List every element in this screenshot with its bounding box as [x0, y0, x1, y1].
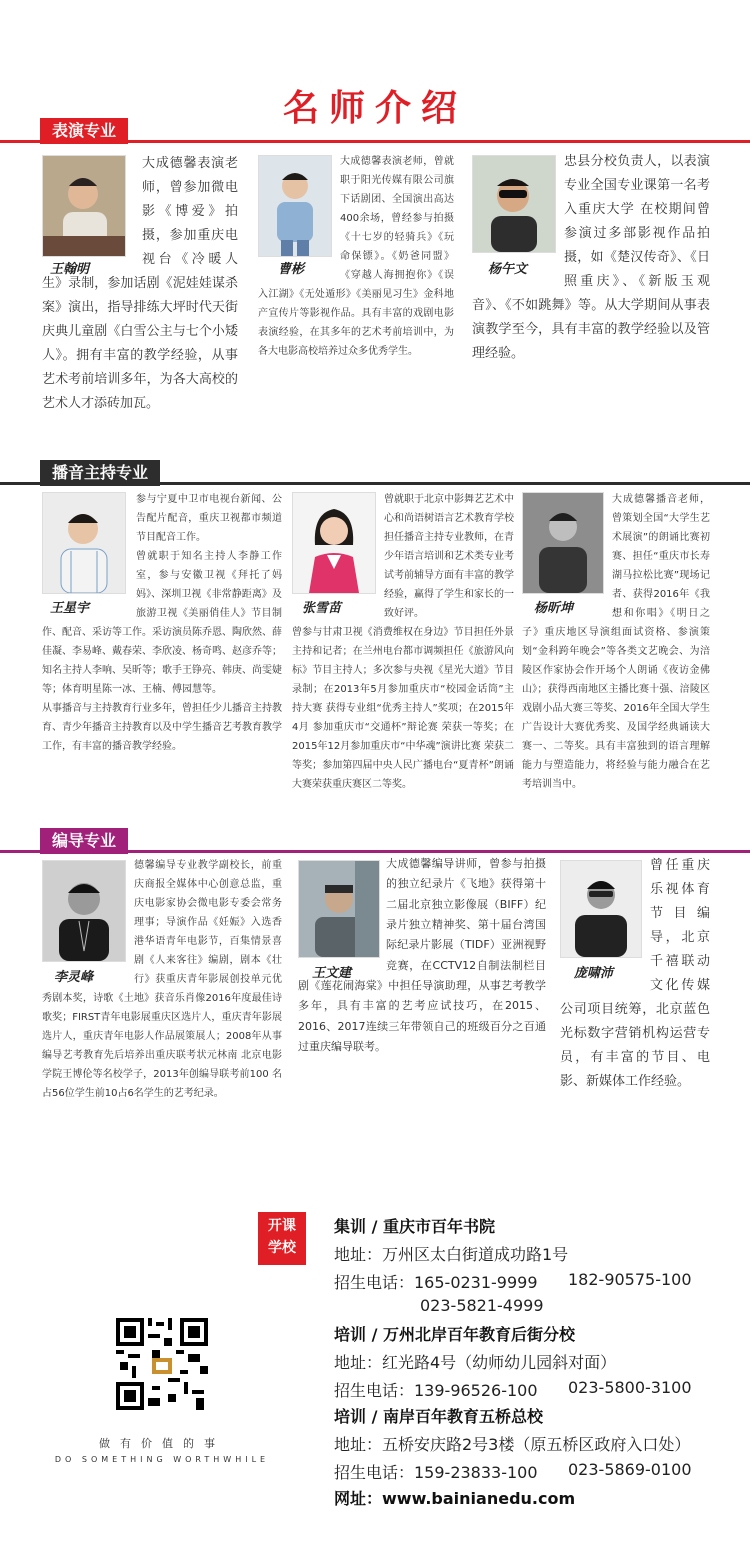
teacher-name: 杨午文 [488, 262, 528, 277]
teacher-bio: 参与宁夏中卫市电视台新闻、公告配片配音，重庆卫视都市频道节目配音工作。 曾就职于知名主持人李静工作室，参与安徽卫视《拜托了妈妈》、深圳卫视《非常静距离》及旅游卫视《美丽俏佳人》节目制作、配音、采访等工作。采访演员陈乔恩、陶欣然、薛佳凝、李易峰、戴春荣、李欣凌、杨奇鸣、赵彦乔等；知名主持人李响、吴昕等；歌手王铮亮、韩庚、尚雯婕等；体育明星陈一冰、王楠、傅园慧等。 从事播音与主持教育行业多年，曾担任少儿播音主持教育、青少年播音主持教育以及中学生播音艺考教育教学工作，有丰富的播音教学经验。 [42, 494, 282, 752]
branch-2-address: 地址：红光路4号（幼师幼儿园斜对面） [334, 1353, 617, 1372]
branch-2-phone: 招生电话：139-96526-100 [334, 1381, 538, 1400]
branch-1-title: 集训 / 重庆市百年书院 [334, 1217, 495, 1236]
branch-1-phone-3: 023-5821-4999 [420, 1296, 544, 1315]
teacher-bio: 大成德馨播音老师，曾策划全国“大学生艺术展演”的朗诵比赛初赛、担任“重庆市长寿湖马拉松比赛”现场记者、获得2016年《我想和你唱》《明日之子》重庆地区导演组面试资格、参演策划“金科跨年晚会”等各类文艺晚会、为涪陵区作家协会作开场个人朗诵《夜访金佛山》；获得西南地区主播比赛十强、涪陵区戏剧小品大赛三等奖、2016年全国大学生广告设计大赛优秀奖、及国学经典诵读大赛一、二等奖。具有丰富独到的语言理解能力与塑造能力，将经验与能力融合在艺考培训当中。 [522, 494, 710, 790]
branch-1-phone: 招生电话：165-0231-9999 [334, 1273, 538, 1292]
teacher-bio: 曾任重庆乐视体育节目编导，北京千禧联动文化传媒公司项目统筹，北京蓝色光标数字营销机构运营专员，有丰富的节目、电影、新媒体工作经验。 [560, 858, 710, 1090]
teacher-name: 曹彬 [278, 262, 305, 277]
website-row [334, 1486, 575, 1509]
teacher-name: 王星宇 [50, 601, 90, 616]
teacher-bio: 曾就职于北京中影舞艺艺术中心和尚语树语言艺术教育学校担任播音主持专业教师，在青少年语言培训和艺术类专业考试考前辅导方面有丰富的教学经验，赢得了学生和家长的一致好评。 曾参与甘肃卫视《消费维权在身边》节目担任外景主持和记者；在兰州电台都市调频担任《旅游风向标》节目主持人；多次参与央视《星光大道》节目录制；在2013年5月参加重庆市“校园金话筒”主持大赛 获得专业组“优秀主持人”奖项；在2015年4月 参加重庆市“交通杯”辩论赛 荣获一等奖；在2015年12月参加重庆市“中华魂”演讲比赛 荣获二等奖；参加第四届中央人民广播电台“夏青杯”朗诵大赛荣获重庆赛区二等奖。 [292, 494, 514, 790]
branch-3-title: 培训 / 南岸百年教育五桥总校 [334, 1407, 543, 1426]
teacher-bio: 忠县分校负责人，以表演专业全国专业课第一名考入重庆大学 在校期间曾参演过多部影视作品拍摄，如《楚汉传奇》、《日照重庆》、《新版玉观音》、《不如跳舞》等。从大学期间从事表演教学至今，具有丰富的教学经验以及管理经验。 [472, 154, 710, 362]
website-link[interactable]: www.bainianedu.com [382, 1489, 576, 1508]
branch-3-phone-2: 023-5869-0100 [568, 1460, 692, 1479]
teacher-name: 杨昕坤 [534, 601, 574, 616]
teacher-name: 庞啸沛 [574, 966, 614, 981]
section-tag-directing: 编导专业 [40, 828, 128, 854]
school-badge: 开课 学校 [258, 1212, 306, 1265]
website-label: 网址： [334, 1489, 383, 1508]
slogan-en: DO SOMETHING WORTHWHILE [54, 1455, 270, 1464]
slogan-cn: 做有价值的事 [99, 1437, 225, 1450]
branch-3-address: 地址：五桥安庆路2号3楼（原五桥区政府入口处） [334, 1435, 691, 1454]
branch-1-phone-2: 182-90575-100 [568, 1270, 692, 1289]
teacher-name: 李灵峰 [54, 970, 94, 985]
teacher-bio: 大成德馨编导讲师，曾参与拍摄的独立纪录片《飞地》获得第十二届北京独立影像展（BIFF）纪录片独立精神奖、第十届台湾国际纪录片影展（TIDF）亚洲视野竞赛，在CCTV12自制法制栏目剧《莲花闹海棠》中担任导演助理，从事艺考教学多年，具有丰富的艺考应试技巧，在2015、2016、2017连续三年带领自己的班级百分之百通过重庆编导联考。 [298, 857, 546, 1054]
branch-1-address: 地址：万州区太白街道成功路1号 [334, 1245, 569, 1264]
section-tag-broadcasting: 播音主持专业 [40, 460, 160, 486]
page-title: 名师介绍 [282, 87, 467, 129]
teacher-bio: 大成德馨表演老师，曾参加微电影《博爱》拍摄，参加重庆电视台《冷暖人生》录制，参加话剧《泥娃娃谋杀案》演出，指导排练大坪时代天街庆典儿童剧《白雪公主与七个小矮人》。拥有丰富的教学经验，从事艺术考前培训多年，为各大高校的艺术人才添砖加瓦。 [42, 156, 238, 412]
qr-code-icon [116, 1318, 208, 1410]
teacher-bio: 大成德馨表演老师，曾就职于阳光传媒有限公司旗下话剧团、全国演出高达400余场，曾经参与拍摄《十七岁的轻骑兵》《玩命保镖》。《奶爸同盟》《穿越人海拥抱你》《误入江湖》《无处遁形》《美丽见习生》金科地产宣传片等影视作品。具有丰富的戏剧电影表演经验，在其多年的艺术考前培训中，为各大电影高校培养过众多优秀学生。 [258, 156, 454, 357]
branch-2-title: 培训 / 万州北岸百年教育后街分校 [334, 1325, 575, 1344]
section-tag-acting: 表演专业 [40, 118, 128, 144]
branch-3-phone: 招生电话：159-23833-100 [334, 1463, 538, 1482]
teacher-name: 王翰明 [50, 262, 90, 277]
branch-2-phone-2: 023-5800-3100 [568, 1378, 692, 1397]
teacher-bio: 德馨编导专业教学副校长，前重庆商报全媒体中心创意总监，重庆电影家协会微电影专委会常务理事；导演作品《妊娠》入选香港华语青年电影节，百集情景喜剧《人来客往》编剧，剧本《壮行》获重庆青年影展创投单元优秀剧本奖，诗歌《土地》获音乐肖像2016年度最佳诗歌奖；FIRST青年电影展重庆区选片人，重庆青年影展选片人，重庆青年电影人作品展策展人；2008年从事编导艺考教育先后培养出重庆联考状元林南 北京电影学院王博伦等名校学子，2013年创编导联考前100 名占56位学生前10占6名学生的艺考纪录。 [42, 860, 282, 1099]
teacher-name: 王文建 [312, 966, 352, 981]
teacher-name: 张雪苗 [302, 601, 342, 616]
